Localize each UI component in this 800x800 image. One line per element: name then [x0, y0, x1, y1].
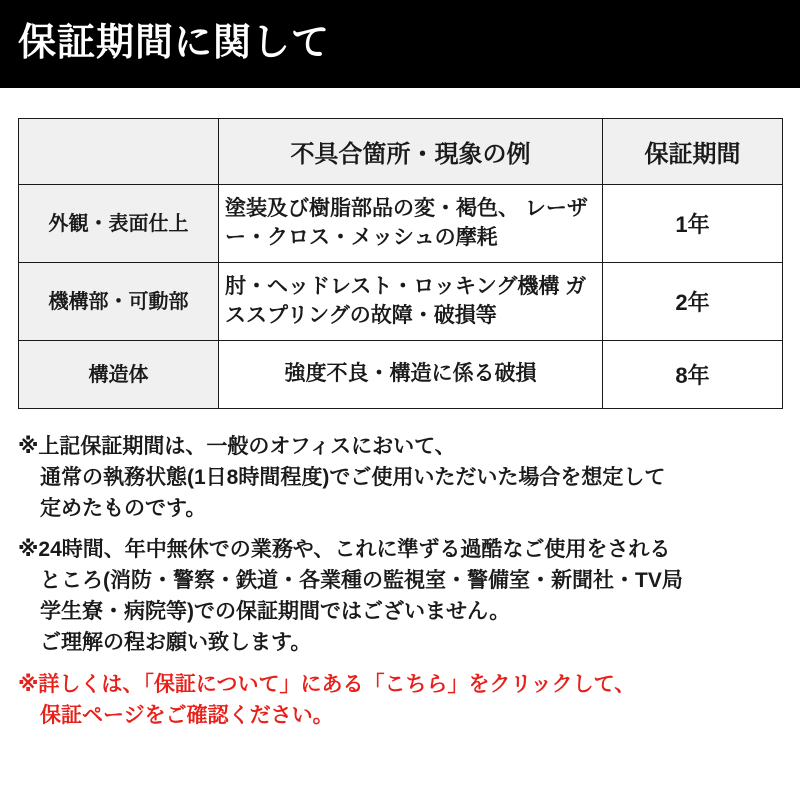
note-line: 定めたものです。: [40, 497, 207, 521]
row-period: 8年: [603, 341, 783, 409]
note-line: 保証ページをご確認ください。: [40, 703, 334, 727]
row-category: 機構部・可動部: [19, 263, 219, 341]
row-description-line: レーザー・クロス・メッシュの摩耗: [225, 197, 588, 249]
row-description-line: ガススプリングの故障・破損等: [225, 275, 587, 327]
table-header-row: [19, 119, 783, 185]
notes-section: [0, 409, 800, 731]
row-period: 1年: [603, 185, 783, 263]
row-period: 2年: [603, 263, 783, 341]
row-description: [219, 341, 603, 409]
row-description: [219, 263, 603, 341]
table-row: [19, 263, 783, 341]
note-line: 通常の執務状態(1日8時間程度)でご使用いただいた場合を想定して: [40, 466, 666, 490]
warranty-table-container: [0, 88, 800, 409]
note-item: [18, 534, 782, 658]
table-row: [19, 341, 783, 409]
row-description-line: 肘・ヘッドレスト・ロッキング機構: [225, 275, 560, 299]
note-line: ※上記保証期間は、一般のオフィスにおいて、: [18, 435, 456, 458]
note-line: ご理解の程お願い致します。: [40, 631, 312, 655]
note-item: [18, 431, 782, 524]
note-line: ※詳しくは、「保証について」にある「こちら」をクリックして、: [18, 672, 636, 696]
row-description-line: 強度不良・構造に係る破損: [284, 362, 537, 386]
page-title: 保証期間に関して: [18, 22, 331, 65]
note-line: 学生寮・病院等)での保証期間ではございません。: [40, 600, 511, 624]
table-header-description: 不具合箇所・現象の例: [219, 119, 603, 185]
note-line: ※24時間、年中無休での業務や、これに準ずる過酷なご使用をされる: [18, 538, 671, 562]
table-header-period: 保証期間: [603, 119, 783, 185]
table-row: [19, 185, 783, 263]
note-item-warning: [18, 669, 782, 731]
table-header-category: [19, 119, 219, 185]
row-category: 構造体: [19, 341, 219, 409]
note-line: ところ(消防・警察・鉄道・各業種の監視室・警備室・新聞社・TV局: [40, 569, 683, 593]
row-description: [219, 185, 603, 263]
page-header: [0, 0, 800, 88]
warranty-table: [18, 118, 783, 409]
row-description-line: 塗装及び樹脂部品の変・褐色、: [225, 197, 519, 221]
row-category: 外観・表面仕上: [19, 185, 219, 263]
